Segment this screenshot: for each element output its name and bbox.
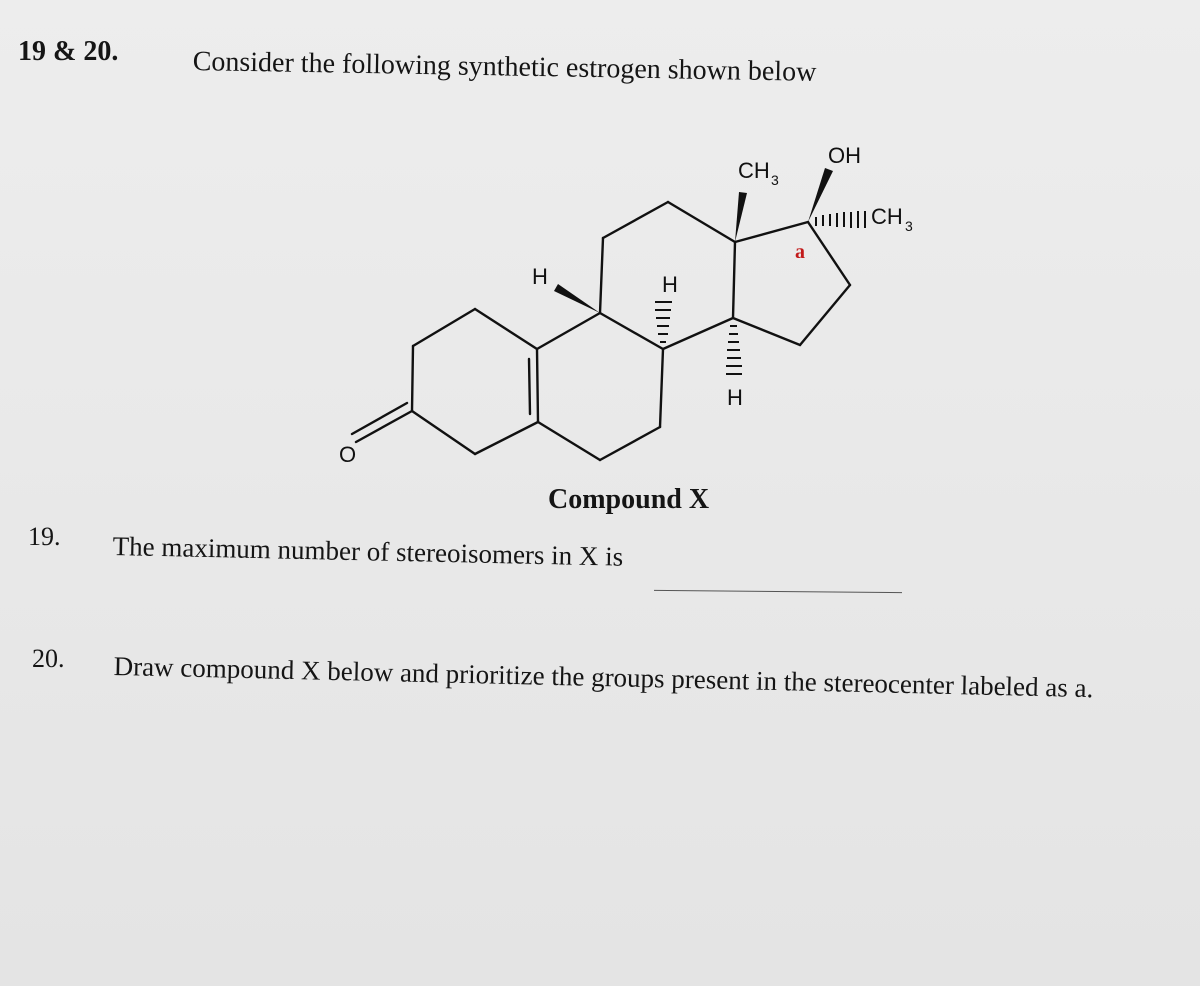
question-19-number: 19.: [28, 522, 61, 551]
bond-a5: [475, 422, 538, 454]
bond-b2: [600, 313, 663, 349]
bond-c3: [668, 202, 735, 242]
h-hash-lower-label: H: [727, 385, 743, 410]
bond-a6: [412, 411, 475, 454]
bond-b1: [537, 313, 600, 349]
bond-c4: [733, 242, 735, 318]
h-hash-upper-label: H: [662, 272, 678, 297]
wedge-ch3: [735, 192, 747, 242]
wedge-h: [554, 284, 600, 313]
angular-methyl-subscript: 3: [771, 172, 779, 188]
hydroxyl-label: OH: [828, 143, 861, 168]
bond-b4: [600, 427, 660, 460]
bond-c5: [663, 318, 733, 349]
question-20-text: Draw compound X below and prioritize the groups present in the stereocenter labeled as a.: [113, 651, 1094, 704]
bond-a4: [537, 349, 538, 422]
compound-caption: Compound X: [548, 484, 710, 515]
bond-a2: [413, 309, 475, 346]
oxygen-label: O: [339, 442, 357, 467]
bond-d4: [733, 318, 800, 345]
h-wedge-label: H: [532, 264, 548, 289]
question-19-text: The maximum number of stereoisomers in X is: [112, 531, 624, 572]
hash-methyl-label: CH: [871, 204, 903, 229]
bond-a3: [475, 309, 537, 349]
bond-a4-double: [529, 359, 530, 414]
question-group-number: 19 & 20.: [18, 36, 119, 67]
intro-text: Consider the following synthetic estrogen shown below: [192, 46, 817, 88]
bond-a1: [412, 346, 413, 411]
question-20-number: 20.: [32, 644, 65, 673]
stereocenter-a-label: a: [795, 241, 805, 263]
hash-methyl-subscript: 3: [905, 218, 913, 234]
bond-b3: [660, 349, 663, 427]
bond-c1: [600, 238, 603, 313]
bond-d3: [800, 285, 850, 345]
bond-d2: [808, 222, 850, 285]
bond-c2: [603, 202, 668, 238]
angular-methyl-label: CH: [738, 158, 770, 183]
wedge-oh: [808, 168, 833, 222]
bond-b5: [538, 422, 600, 460]
bond-d1: [735, 222, 808, 242]
